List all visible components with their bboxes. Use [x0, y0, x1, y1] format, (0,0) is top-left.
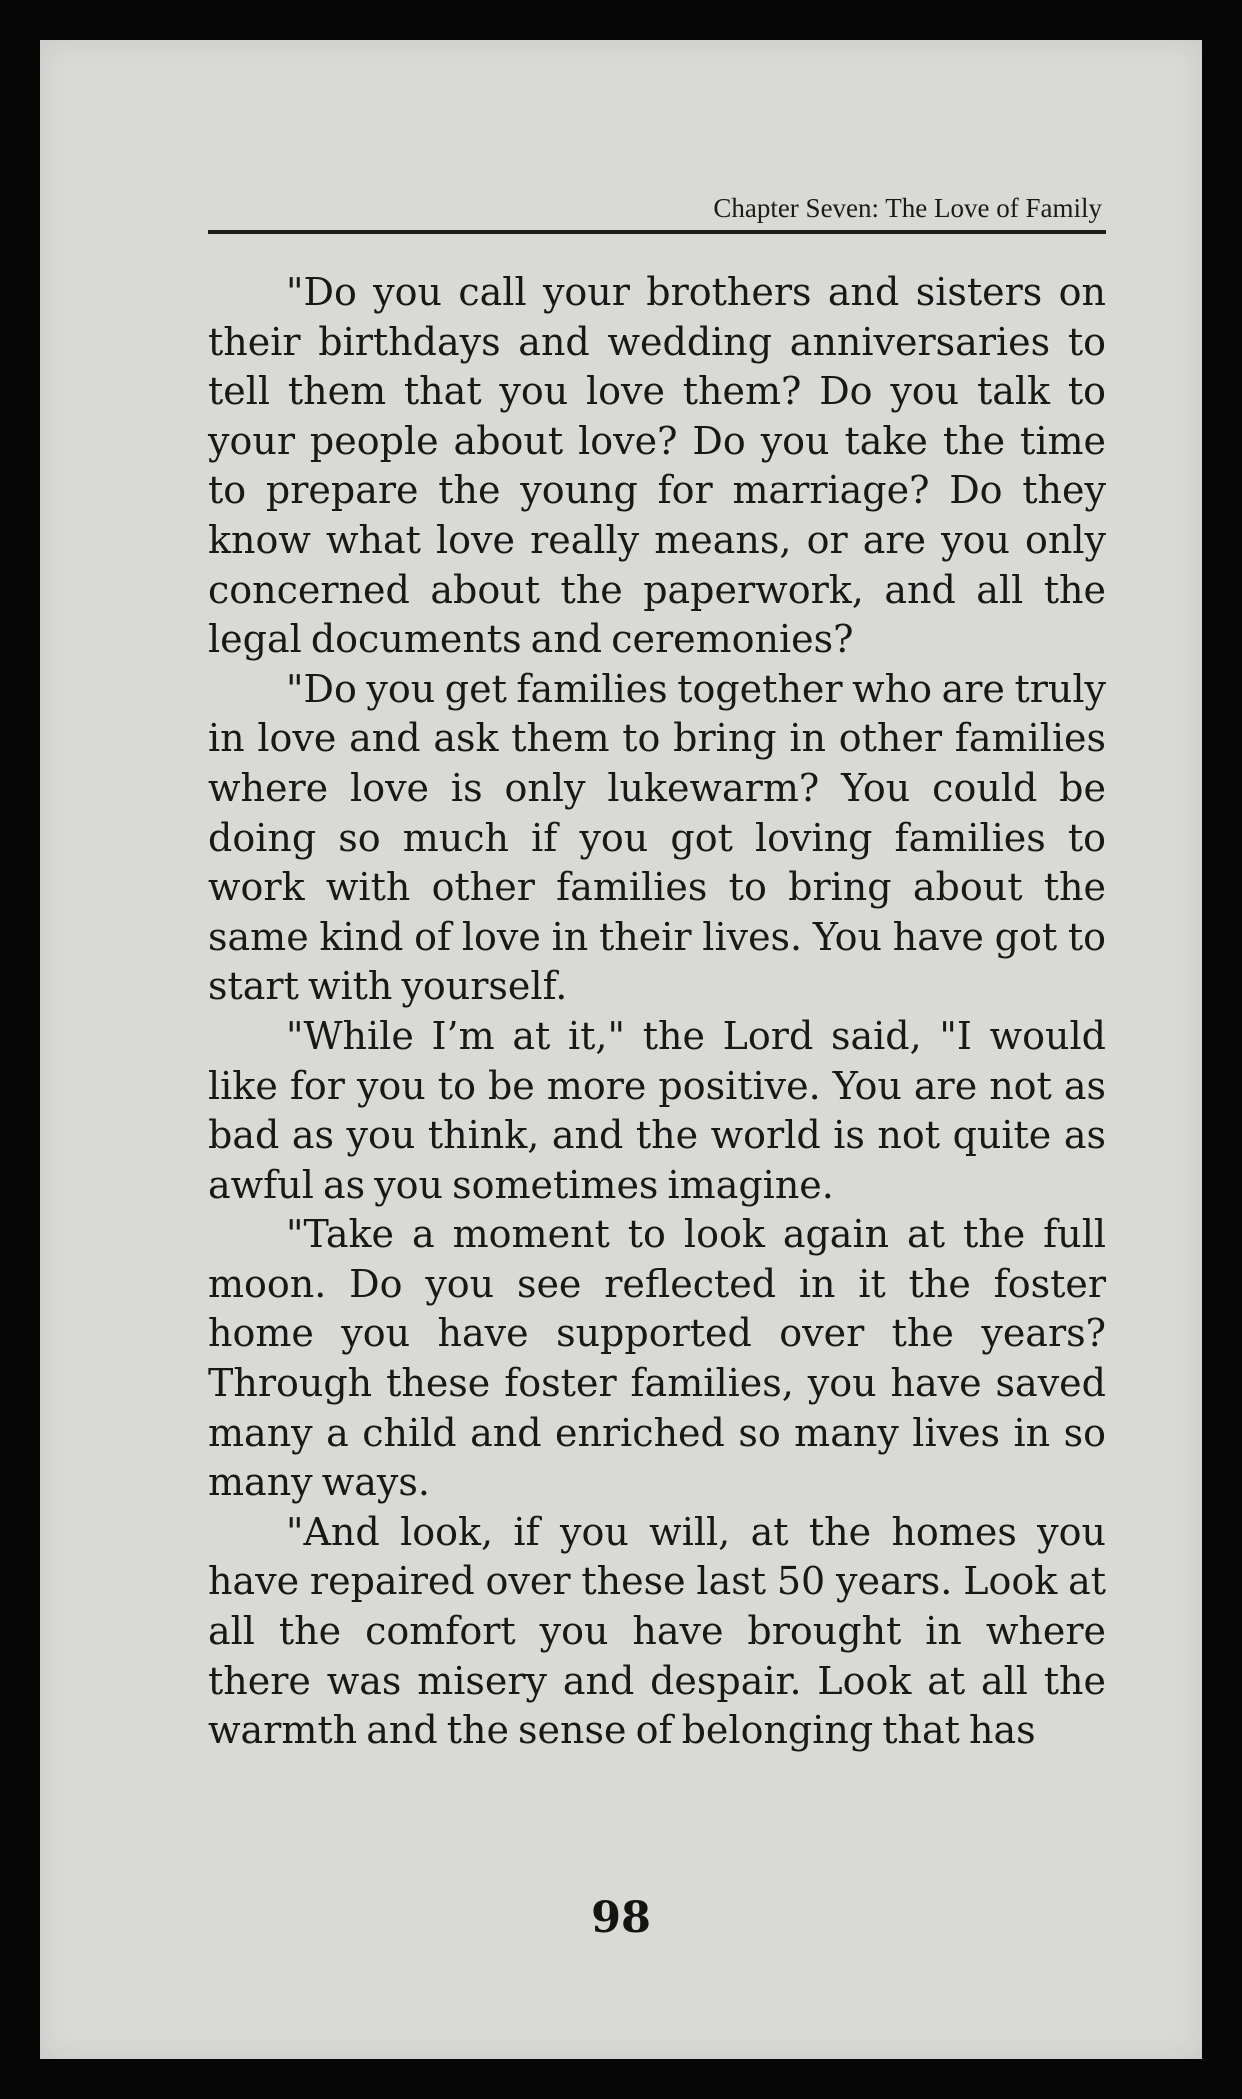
running-head	[208, 158, 1106, 234]
paragraph: "Do you call your brothers and sisters on their birthdays and wedding anniversaries to tell them that you love them? Do you talk to your people about love? Do you take the time to prepare the young for marriage? Do they know what love really means, or are you only concerned about the paperwork, and all the legal documents and ceremonies?	[208, 270, 1106, 662]
paragraph: "Do you get families together who are truly in love and ask them to bring in other families where love is only lukewarm? You could be doing so much if you got loving families to work with other families to bring about the same kind of love in their lives. You have got to start with yourself.	[208, 666, 1106, 1009]
book-page	[40, 40, 1202, 2059]
paragraph: "Take a moment to look again at the full moon. Do you see reflected in it the foster home you have supported over the years? Through these foster families, you have saved many a child and enriched so many lives in so many ways.	[208, 1212, 1106, 1505]
paragraph: "And look, if you will, at the homes you have repaired over these last 50 years. Look at all the comfort you have brought in where there was misery and despair. Look at all the warmth and the sense of belonging that has	[208, 1509, 1106, 1753]
paragraph: "While I’m at it," the Lord said, "I would like for you to be more positive. You are not as bad as you think, and the world is not quite as awful as you sometimes imagine.	[208, 1013, 1106, 1207]
page-number: 98	[591, 1893, 651, 1943]
body-text	[208, 268, 1106, 1756]
chapter-title: Chapter Seven: The Love of Family	[713, 193, 1102, 223]
